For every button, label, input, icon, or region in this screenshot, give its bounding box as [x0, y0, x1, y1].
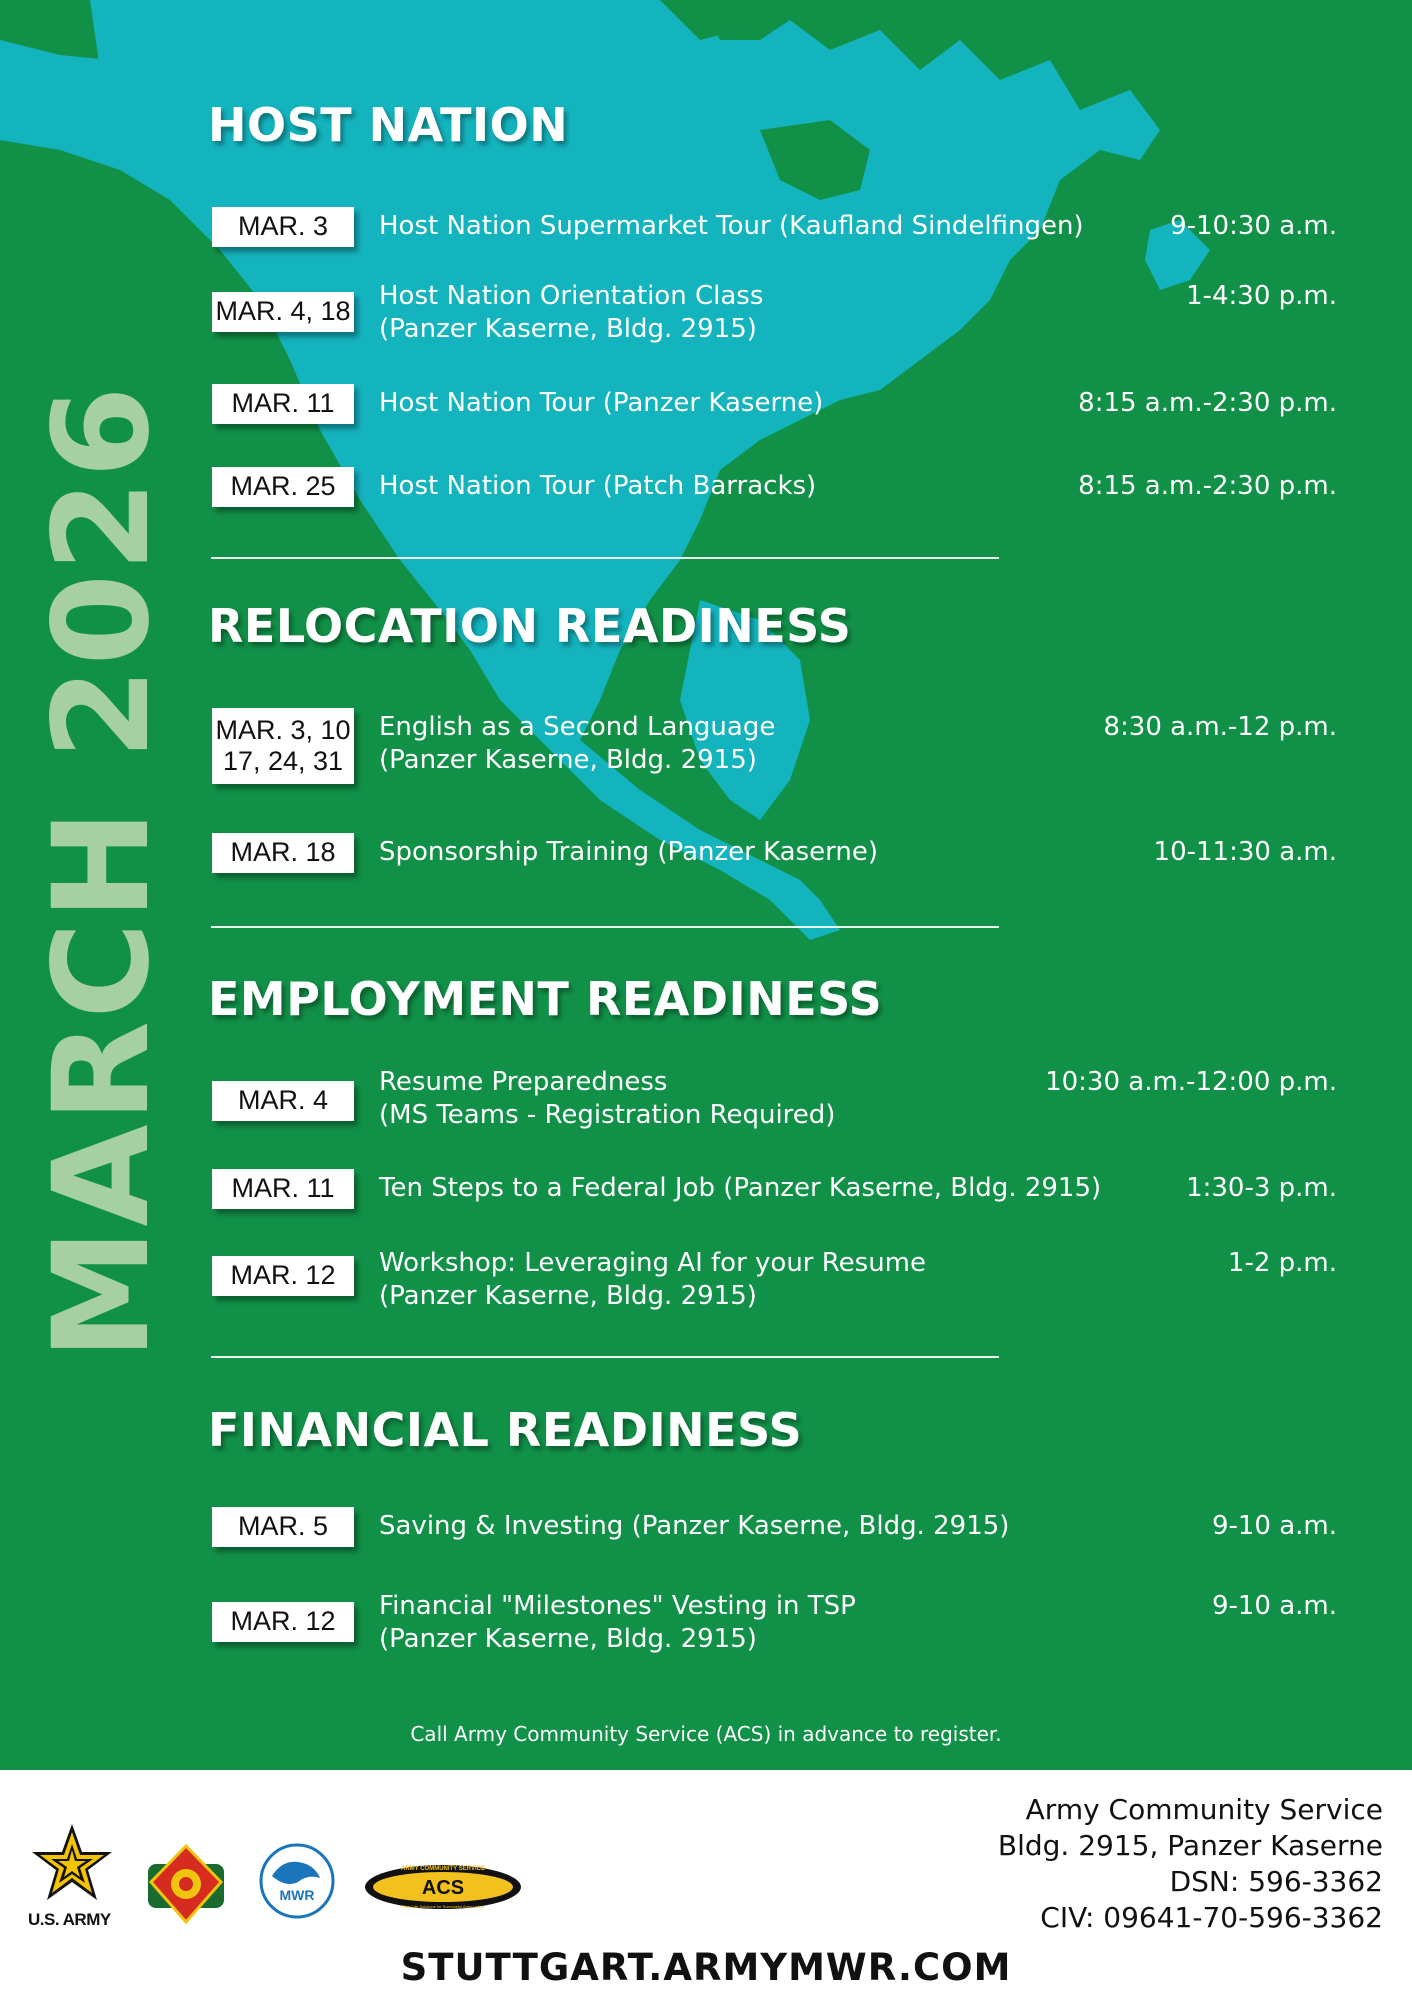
event-name: Sponsorship Training (Panzer Kaserne): [379, 837, 878, 867]
phone-civ: CIV: 09641-70-596-3362: [1040, 1901, 1383, 1934]
acs-logo-bottom-text: Real-Life Solutions for Successful Army Living: [402, 1904, 484, 1909]
event-name: Host Nation Tour (Patch Barracks): [379, 471, 817, 501]
event-name: Saving & Investing (Panzer Kaserne, Bldg. 2915): [379, 1511, 1010, 1541]
event-time: 9-10:30 a.m.: [1170, 211, 1337, 241]
section-divider: [211, 557, 999, 559]
mwr-logo-text: MWR: [279, 1887, 315, 1903]
event-date: MAR. 12: [212, 1256, 354, 1296]
event-date: MAR. 18: [212, 833, 354, 873]
event-name: Host Nation Orientation Class (Panzer Kaserne, Bldg. 2915): [379, 281, 764, 344]
event-name: Workshop: Leveraging AI for your Resume (Panzer Kaserne, Bldg. 2915): [379, 1248, 927, 1311]
event-time: 8:15 a.m.-2:30 p.m.: [1078, 471, 1337, 501]
army-logo-label: U.S. ARMY: [28, 1910, 111, 1929]
vertical-month-title: MARCH 2026: [25, 384, 179, 1360]
registration-note: Call Army Community Service (ACS) in advance to register.: [410, 1722, 1002, 1746]
event-date: MAR. 12: [212, 1602, 354, 1642]
event-date: MAR. 5: [212, 1507, 354, 1547]
event-date: MAR. 3: [212, 207, 354, 247]
event-name: Host Nation Supermarket Tour (Kaufland Sindelfingen): [379, 211, 1084, 241]
event-time: 10:30 a.m.-12:00 p.m.: [1045, 1067, 1337, 1097]
section-title-relocation-readiness: RELOCATION READINESS: [208, 599, 852, 653]
event-date: MAR. 4, 18: [212, 292, 354, 332]
phone-dsn: DSN: 596-3362: [1169, 1865, 1383, 1898]
section-title-financial-readiness: FINANCIAL READINESS: [208, 1403, 803, 1457]
event-time: 10-11:30 a.m.: [1153, 837, 1337, 867]
event-time: 1:30-3 p.m.: [1186, 1173, 1337, 1203]
event-date: MAR. 11: [212, 384, 354, 424]
event-name: Resume Preparedness (MS Teams - Registration Required): [379, 1067, 836, 1130]
event-name: Financial "Milestones" Vesting in TSP (Panzer Kaserne, Bldg. 2915): [379, 1591, 856, 1654]
event-time: 8:30 a.m.-12 p.m.: [1103, 712, 1337, 742]
event-name: Ten Steps to a Federal Job (Panzer Kaserne, Bldg. 2915): [379, 1173, 1102, 1203]
website-url[interactable]: STUTTGART.ARMYMWR.COM: [400, 1946, 1012, 1989]
mwr-globe-logo: [258, 1842, 336, 1920]
event-time: 9-10 a.m.: [1211, 1511, 1337, 1541]
army-star-logo: [30, 1822, 114, 1906]
address-block: [998, 1792, 1383, 1936]
event-name: English as a Second Language (Panzer Kaserne, Bldg. 2915): [379, 712, 776, 775]
installation-insignia-logo: [143, 1842, 229, 1928]
event-time: 9-10 a.m.: [1211, 1591, 1337, 1621]
address-line: Bldg. 2915, Panzer Kaserne: [997, 1829, 1383, 1862]
event-name: Host Nation Tour (Panzer Kaserne): [379, 388, 824, 418]
acs-logo-text: ACS: [421, 1877, 465, 1899]
event-time: 1-4:30 p.m.: [1186, 281, 1337, 311]
event-date: MAR. 3, 10 17, 24, 31: [212, 708, 354, 784]
event-time: 1-2 p.m.: [1227, 1248, 1337, 1278]
event-date: MAR. 4: [212, 1081, 354, 1121]
event-time: 8:15 a.m.-2:30 p.m.: [1078, 388, 1337, 418]
section-divider: [211, 926, 999, 928]
footer: [0, 1770, 1412, 2000]
event-date: MAR. 25: [212, 467, 354, 507]
acs-logo: [364, 1862, 522, 1912]
address-line: Army Community Service: [1025, 1793, 1383, 1826]
section-divider: [211, 1356, 999, 1358]
acs-logo-top-text: ARMY COMMUNITY SERVICE: [400, 1866, 486, 1872]
section-title-host-nation: HOST NATION: [208, 98, 569, 152]
section-title-employment-readiness: EMPLOYMENT READINESS: [208, 972, 883, 1026]
event-date: MAR. 11: [212, 1169, 354, 1209]
